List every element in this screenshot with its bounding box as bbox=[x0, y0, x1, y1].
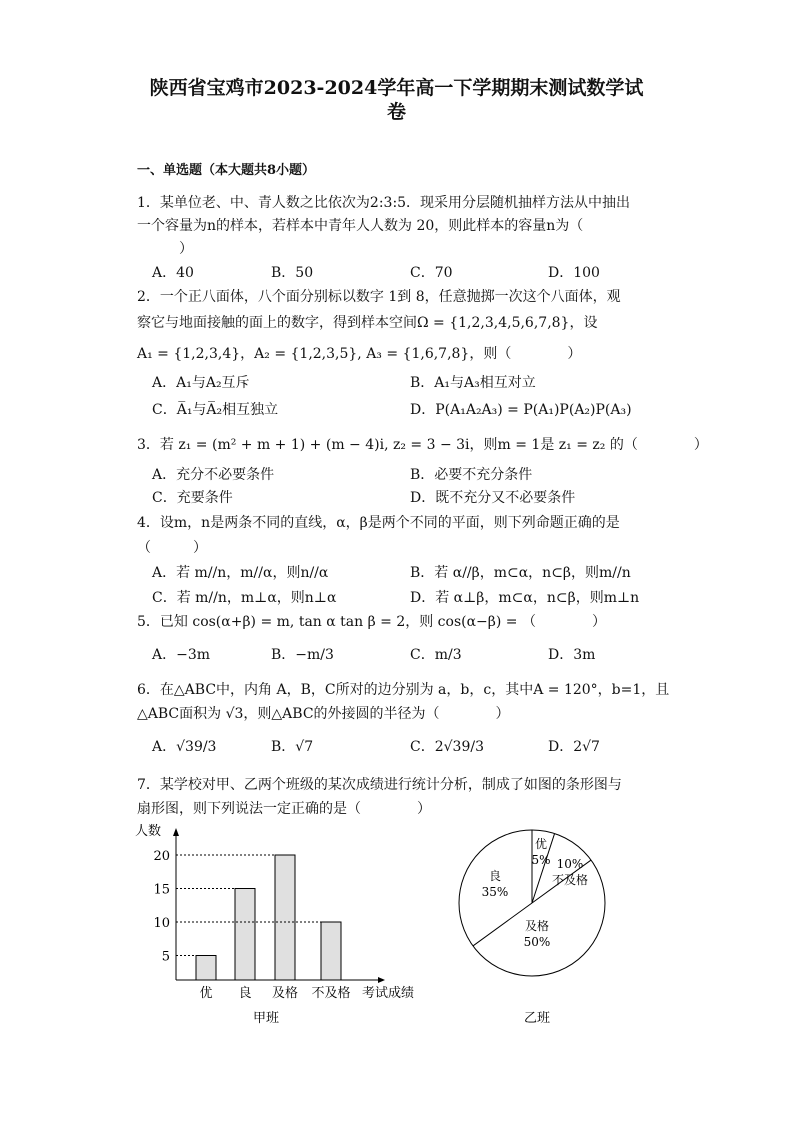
y-tick-label: 5 bbox=[161, 949, 170, 965]
question-4-option-d[interactable]: D．若 α⊥β，m⊂α，n⊂β，则m⊥n bbox=[410, 590, 640, 606]
x-axis-arrow-icon bbox=[378, 977, 385, 983]
question-3-option-b[interactable]: B．必要不充分条件 bbox=[410, 467, 533, 483]
x-axis-label: 考试成绩 bbox=[362, 986, 415, 1001]
pie-label-良: 35% bbox=[481, 885, 509, 899]
question-6-option-b[interactable]: B．√7 bbox=[271, 739, 314, 755]
question-2-text: 察它与地面接触的面上的数字，得到样本空间Ω = {1,2,3,4,5,6,7,8}，设 bbox=[137, 315, 598, 331]
exam-title-continued: 卷 bbox=[386, 101, 406, 123]
question-1-text: 1．某单位老、中、青人数之比依次为2:3:5．现采用分层随机抽样方法从中抽出 bbox=[137, 195, 631, 211]
y-tick-label: 10 bbox=[153, 916, 170, 931]
question-3-text: 3．若 z₁ = (m² + m + 1) + (m − 4)i, z₂ = 3 − 3i，则m = 1是 z₁ = z₂ 的（ ） bbox=[137, 437, 708, 453]
question-1-text: 一个容量为n的样本，若样本中青年人人数为 20，则此样本的容量n为（ bbox=[137, 218, 584, 234]
question-2-option-a[interactable]: A．A₁与A₂互斥 bbox=[152, 375, 250, 391]
pie-label-及格: 及格 bbox=[524, 919, 550, 933]
bar-优 bbox=[196, 956, 216, 981]
question-3-option-a[interactable]: A．充分不必要条件 bbox=[152, 467, 275, 483]
question-5-option-b[interactable]: B．−m/3 bbox=[271, 647, 334, 663]
question-5-option-a[interactable]: A．−3m bbox=[152, 647, 211, 663]
question-1-option-b[interactable]: B．50 bbox=[271, 265, 314, 281]
pie-label-不及格: 10% bbox=[556, 857, 584, 871]
bar-及格 bbox=[275, 855, 295, 980]
question-6-text: 6．在△ABC中，内角 A，B，C所对的边分别为 a，b，c，其中A = 120°，b=1，且 bbox=[137, 682, 670, 698]
question-4-option-b[interactable]: B．若 α//β，m⊂α，n⊂β，则m//n bbox=[410, 565, 631, 581]
question-5-option-d[interactable]: D．3m bbox=[548, 647, 596, 663]
x-tick-label: 不及格 bbox=[311, 986, 351, 1001]
section-heading: 一、单选题（本大题共8小题） bbox=[137, 163, 316, 178]
question-6-option-a[interactable]: A．√39/3 bbox=[152, 739, 217, 755]
question-4-text: 4．设m，n是两条不同的直线，α，β是两个不同的平面，则下列命题正确的是 bbox=[137, 515, 620, 531]
pie-label-不及格: 不及格 bbox=[551, 873, 589, 887]
y-axis-label: 人数 bbox=[135, 824, 162, 839]
question-6-text: △ABC面积为 √3，则△ABC的外接圆的半径为（ ） bbox=[137, 706, 510, 722]
question-5-option-c[interactable]: C．m/3 bbox=[410, 647, 462, 663]
bar-chart-caption: 甲班 bbox=[252, 1011, 280, 1026]
question-1-option-d[interactable]: D．100 bbox=[548, 265, 600, 281]
bar-不及格 bbox=[321, 922, 341, 980]
question-4-option-c[interactable]: C．若 m//n，m⊥α，则n⊥α bbox=[152, 590, 337, 606]
pie-label-及格: 50% bbox=[523, 935, 551, 949]
question-1-option-c[interactable]: C．70 bbox=[410, 265, 453, 281]
pie-label-优: 优 bbox=[534, 837, 548, 851]
pie-label-良: 良 bbox=[488, 869, 502, 883]
question-6-option-c[interactable]: C．2√39/3 bbox=[410, 739, 484, 755]
y-tick-label: 20 bbox=[153, 849, 170, 864]
question-2-option-d[interactable]: D．P(A₁A₂A₃) = P(A₁)P(A₂)P(A₃) bbox=[410, 402, 632, 418]
x-tick-label: 及格 bbox=[271, 986, 299, 1001]
x-tick-label: 优 bbox=[199, 986, 213, 1001]
y-axis-arrow-icon bbox=[173, 828, 179, 836]
question-3-option-d[interactable]: D．既不充分又不必要条件 bbox=[410, 490, 576, 506]
question-4-option-a[interactable]: A．若 m//n，m//α，则n//α bbox=[152, 565, 329, 581]
pie-label-优: 5% bbox=[531, 853, 551, 867]
question-7-text: 7．某学校对甲、乙两个班级的某次成绩进行统计分析，制成了如图的条形图与 bbox=[137, 777, 622, 793]
question-4-text: （ ） bbox=[137, 540, 207, 556]
pie-chart-caption: 乙班 bbox=[523, 1011, 551, 1026]
question-2-option-b[interactable]: B．A₁与A₃相互对立 bbox=[410, 375, 536, 391]
question-2-text: A₁ = {1,2,3,4}，A₂ = {1,2,3,5}, A₃ = {1,6,7,8}，则（ ） bbox=[137, 346, 582, 362]
question-5-text: 5．已知 cos(α+β) = m, tan α tan β = 2，则 cos(α−β) = （ ） bbox=[137, 614, 606, 630]
question-6-option-d[interactable]: D．2√7 bbox=[548, 739, 600, 755]
question-2-text: 2．一个正八面体，八个面分别标以数字 1到 8，任意抛掷一次这个八面体，观 bbox=[137, 289, 621, 305]
y-tick-label: 15 bbox=[153, 882, 170, 898]
question-2-option-c[interactable]: C．A̅₁与A̅₂相互独立 bbox=[152, 402, 279, 418]
question-1-text: ） bbox=[137, 241, 193, 257]
x-tick-label: 良 bbox=[238, 986, 252, 1001]
question-1-option-a[interactable]: A．40 bbox=[152, 265, 194, 281]
exam-title: 陕西省宝鸡市2023-2024学年高一下学期期末测试数学试 bbox=[149, 77, 644, 99]
question-7-text: 扇形图，则下列说法一定正确的是（ ） bbox=[137, 801, 431, 817]
question-3-option-c[interactable]: C．充要条件 bbox=[152, 490, 233, 506]
bar-良 bbox=[235, 889, 255, 981]
